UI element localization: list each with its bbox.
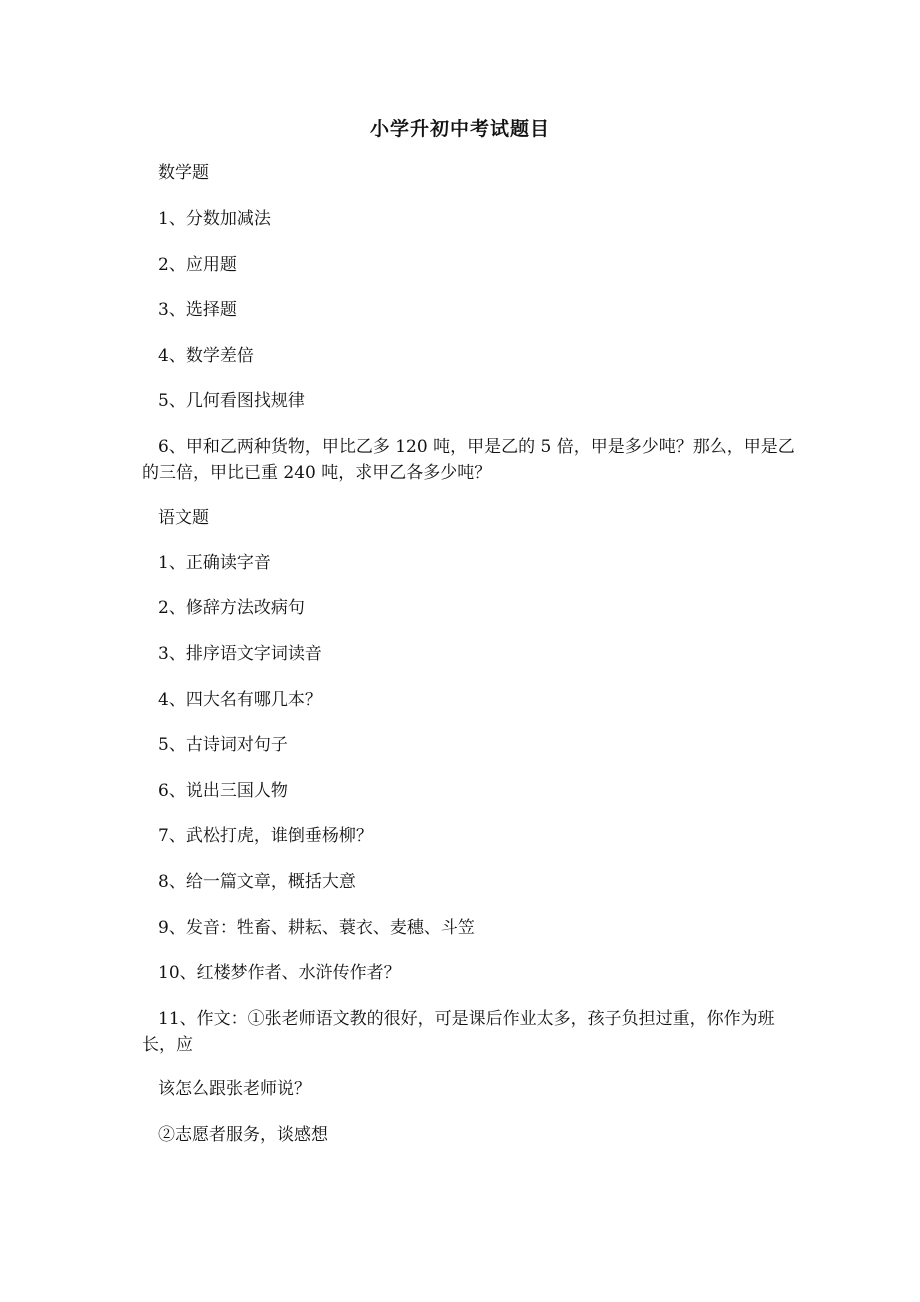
chinese-item-6: 6、说出三国人物 bbox=[158, 781, 288, 801]
chinese-item-11-continued: 该怎么跟张老师说？ bbox=[158, 1079, 311, 1099]
math-item-4: 4、数学差倍 bbox=[158, 346, 254, 366]
chinese-item-8: 8、给一篇文章，概括大意 bbox=[158, 872, 356, 892]
chinese-item-1: 1、正确读字音 bbox=[158, 553, 271, 573]
chinese-item-10: 10、红楼梦作者、水浒传作者？ bbox=[158, 963, 401, 983]
document-title: 小学升初中考试题目 bbox=[369, 118, 550, 140]
chinese-item-4: 4、四大名有哪几本？ bbox=[158, 690, 322, 710]
chinese-item-11-option-2: ②志愿者服务，谈感想 bbox=[158, 1125, 328, 1145]
chinese-item-2: 2、修辞方法改病句 bbox=[158, 598, 305, 618]
chinese-item-7: 7、武松打虎，谁倒垂杨柳？ bbox=[158, 826, 373, 846]
chinese-item-11: 11、作文：①张老师语文教的很好，可是课后作业太多，孩子负担过重，你作为班长，应 bbox=[142, 1009, 775, 1055]
math-item-6: 6、甲和乙两种货物，甲比乙多 120 吨，甲是乙的 5 倍，甲是多少吨？那么，甲是乙的三倍，甲比已重 240 吨，求甲乙各多少吨？ bbox=[142, 437, 795, 483]
math-item-3: 3、选择题 bbox=[158, 300, 237, 320]
math-item-1: 1、分数加减法 bbox=[158, 209, 271, 229]
math-item-5: 5、几何看图找规律 bbox=[158, 391, 305, 411]
chinese-heading: 语文题 bbox=[158, 508, 209, 528]
chinese-item-3: 3、排序语文字词读音 bbox=[158, 644, 322, 664]
math-heading: 数学题 bbox=[158, 163, 209, 183]
math-item-2: 2、应用题 bbox=[158, 255, 237, 275]
chinese-item-9: 9、发音：牲畜、耕耘、蓑衣、麦穗、斗笠 bbox=[158, 918, 475, 938]
chinese-item-5: 5、古诗词对句子 bbox=[158, 735, 288, 755]
